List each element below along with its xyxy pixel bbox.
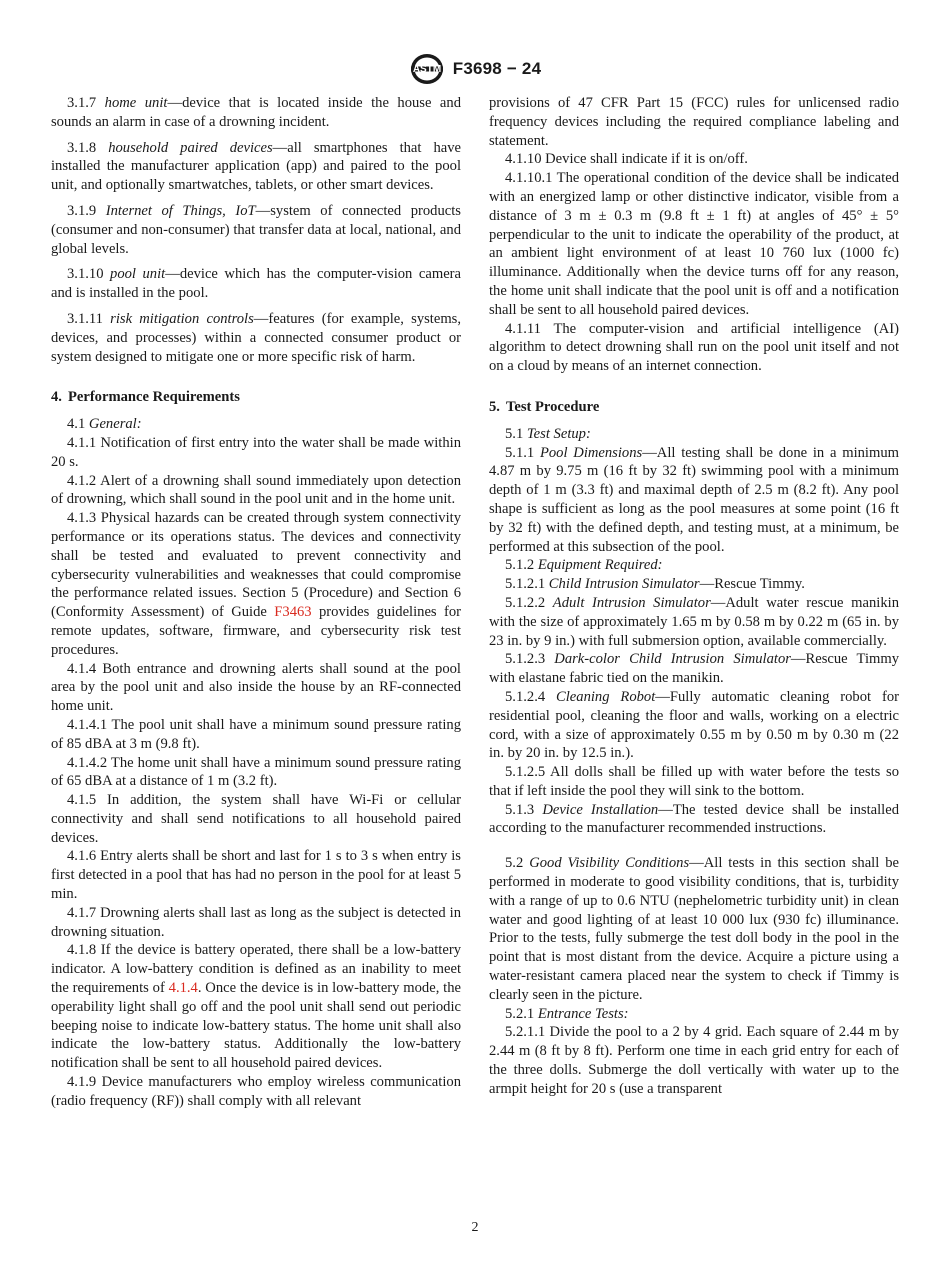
section-4-heading: 4. Performance Requirements xyxy=(51,389,240,406)
page-number: 2 xyxy=(471,1220,479,1235)
clause-4-1-4-2: 4.1.4.2 The home unit shall have a minimum sound pressure rating of 65 dBA at a distance of 1 m (3.2 ft). xyxy=(51,754,461,790)
clause-5-1-2-4: 5.1.2.4 Cleaning Robot—Fully automatic cleaning robot for residential pool, cleaning the floor and walls, working on a electric cord, with a size of approximately 0.55 m by 0.50 m by 0.30 m (22 in. by 20 in. by 12.5 in.). xyxy=(489,688,899,762)
clause-3-1-8: 3.1.8 household paired devices—all smartphones that have installed the manufacturer application (app) and paired to the pool unit, and optionally smartwatches, tablets, or other smart devices. xyxy=(51,139,461,194)
clause-4-1-1: 4.1.1 Notification of first entry into the water shall be made within 20 s. xyxy=(51,434,461,470)
clause-4-1-11: 4.1.11 The computer-vision and artificial intelligence (AI) algorithm to detect drowning shall run on the pool unit itself and not on a cloud by means of an internet connection. xyxy=(489,320,899,375)
clause-5-1-1: 5.1.1 Pool Dimensions—All testing shall be done in a minimum 4.87 m by 9.75 m (16 ft by 32 ft) swimming pool with a minimum depth of 1 m (3.3 ft) and maximal depth of 2.5 m (8.2 ft). Any pool shape is sufficient as long as the pool measures at some point (16 ft by 32 ft) with the defined depth, and testing must, at a minimum, be performed at this subsection of the pool. xyxy=(489,444,899,555)
clause-4-1: 4.1 General: xyxy=(67,416,142,433)
clause-5-1-2: 5.1.2 Equipment Required: xyxy=(505,557,663,574)
clause-5-1: 5.1 Test Setup: xyxy=(505,425,591,442)
clause-4-1-9-continued: provisions of 47 CFR Part 15 (FCC) rules for unlicensed radio frequency devices including the required compliance labeling and statement. xyxy=(489,95,899,149)
left-column xyxy=(51,94,461,1111)
clause-4-1-4: 4.1.4 Both entrance and drowning alerts shall sound at the pool area by the pool unit and also inside the house by an RF-connected home unit. xyxy=(51,660,461,715)
astm-logo-icon xyxy=(409,52,445,86)
clause-3-1-9: 3.1.9 Internet of Things, IoT—system of connected products (consumer and non-consumer) that transfer data at local, national, and global levels. xyxy=(51,202,461,257)
clause-3-1-11: 3.1.11 risk mitigation controls—features (for example, systems, devices, and processes) within a connected consumer product or system designed to mitigate one or more specific risk of harm. xyxy=(51,310,462,365)
clause-3-1-10: 3.1.10 pool unit—device which has the computer-vision camera and is installed in the pool. xyxy=(51,266,462,302)
document-id: F3698 − 24 xyxy=(452,59,542,78)
clause-4-1-5: 4.1.5 In addition, the system shall have Wi-Fi or cellular connectivity and shall send notifications to all household paired devices. xyxy=(51,792,461,846)
clause-4-1-10: 4.1.10 Device shall indicate if it is on/off. xyxy=(505,151,748,168)
logo-text: ASTM xyxy=(412,64,441,75)
clause-5-1-2-2: 5.1.2.2 Adult Intrusion Simulator—Adult water rescue manikin with the size of approximately 1.65 m by 0.58 m by 0.22 m (65 in. by 23 in. by 9 in.) with full submersion option, available commercially. xyxy=(489,594,899,649)
clause-5-1-2-3: 5.1.2.3 Dark-color Child Intrusion Simulator—Rescue Timmy with elastane fabric tied on the manikin. xyxy=(489,651,899,687)
clause-4-1-2: 4.1.2 Alert of a drowning shall sound immediately upon detection of drowning, which shall sound in the pool unit and in the home unit. xyxy=(51,472,461,508)
page-header xyxy=(0,52,950,86)
clause-4-1-9: 4.1.9 Device manufacturers who employ wireless communication (radio frequency (RF)) shall comply with all relevant xyxy=(51,1074,461,1109)
clause-5-1-2-5: 5.1.2.5 All dolls shall be filled up with water before the tests so that if left inside the pool they will sink to the bottom. xyxy=(489,764,899,799)
clause-4-1-4-link[interactable]: 4.1.4 xyxy=(168,980,198,997)
clause-4-1-10-1: 4.1.10.1 The operational condition of the device shall be indicated with an energized lamp or other distinctive indicator, visible from a distance of 3 m ± 0.3 m (9.8 ft ± 1 ft) at angles of 45° ± 5° perpendicular to the unit to indicate the operability of the product, at an ambient light environment of at least 10 760 lux (1000 fc) illuminance. Additionally when the device turns off for any reason, the home unit shall indicate that the pool unit is off and a notification shall be sent to all household paired devices. xyxy=(489,170,899,318)
clause-5-1-2-1: 5.1.2.1 Child Intrusion Simulator—Rescue Timmy. xyxy=(505,576,805,593)
clause-4-1-7: 4.1.7 Drowning alerts shall last as long as the subject is detected in drowning situation. xyxy=(51,904,461,940)
clause-5-1-3: 5.1.3 Device Installation—The tested device shall be installed according to the manufacturer recommended instructions. xyxy=(489,801,899,837)
section-5-heading: 5. Test Procedure xyxy=(489,398,600,415)
clause-5-2: 5.2 Good Visibility Conditions—All tests in this section shall be performed in moderate to good visibility conditions, that is, turbidity with a range of up to 0.6 NTU (nephelometric turbidity unit) in clean water and good lighting of at least 10 000 lux (930 fc) illuminance. Prior to the tests, fully submerge the test doll body in the pool in the point that is most distant from the device. Acquire a picture using a water-resistant camera placed near the system to check if Timmy is clearly seen in the picture. xyxy=(489,855,899,1003)
right-column xyxy=(489,94,899,1099)
clause-4-1-6: 4.1.6 Entry alerts shall be short and last for 1 s to 3 s when entry is first detected in a pool that has had no person in the pool for at least 5 min. xyxy=(51,848,461,903)
clause-3-1-7: 3.1.7 home unit—device that is located inside the house and sounds an alarm in case of a drowning incident. xyxy=(51,95,462,130)
guide-f3463-link[interactable]: F3463 xyxy=(274,604,312,621)
clause-4-1-3: 4.1.3 Physical hazards can be created through system connectivity performance or its operations status. The devices and connectivity shall be tested and evaluated to prevent connectivity and cybersecurity vulnerabilities and weaknesses that could compromise the performance related issues. Section 5 (Procedure) and Section 6 (Conformity Assessment) of Guide F3463 provides guidelines for remote updates, software, firmware, and cybersecurity risk test procedures. xyxy=(51,510,462,658)
clause-5-2-1: 5.2.1 Entrance Tests: xyxy=(505,1005,629,1022)
clause-4-1-4-1: 4.1.4.1 The pool unit shall have a minimum sound pressure rating of 85 dBA at 3 m (9.8 ft). xyxy=(51,716,461,752)
clause-5-2-1-1: 5.2.1.1 Divide the pool to a 2 by 4 grid. Each square of 2.44 m by 2.44 m (8 ft by 8 ft). Perform one time in each grid entry for each of the three dolls. Submerge the doll vertically with water up to the armpit height for 20 s (use a transparent xyxy=(489,1024,899,1097)
clause-4-1-8: 4.1.8 If the device is battery operated, there shall be a low-battery indicator. A low-battery condition is defined as an inability to meet the requirements of 4.1.4. Once the device is in low-battery mode, the operability light shall go off and the pool unit shall send out periodic beeping noise to indicate low-battery status. The home unit shall also indicate the low-battery status. Additionally the low-battery notification shall be sent to all household paired devices. xyxy=(51,942,461,1072)
